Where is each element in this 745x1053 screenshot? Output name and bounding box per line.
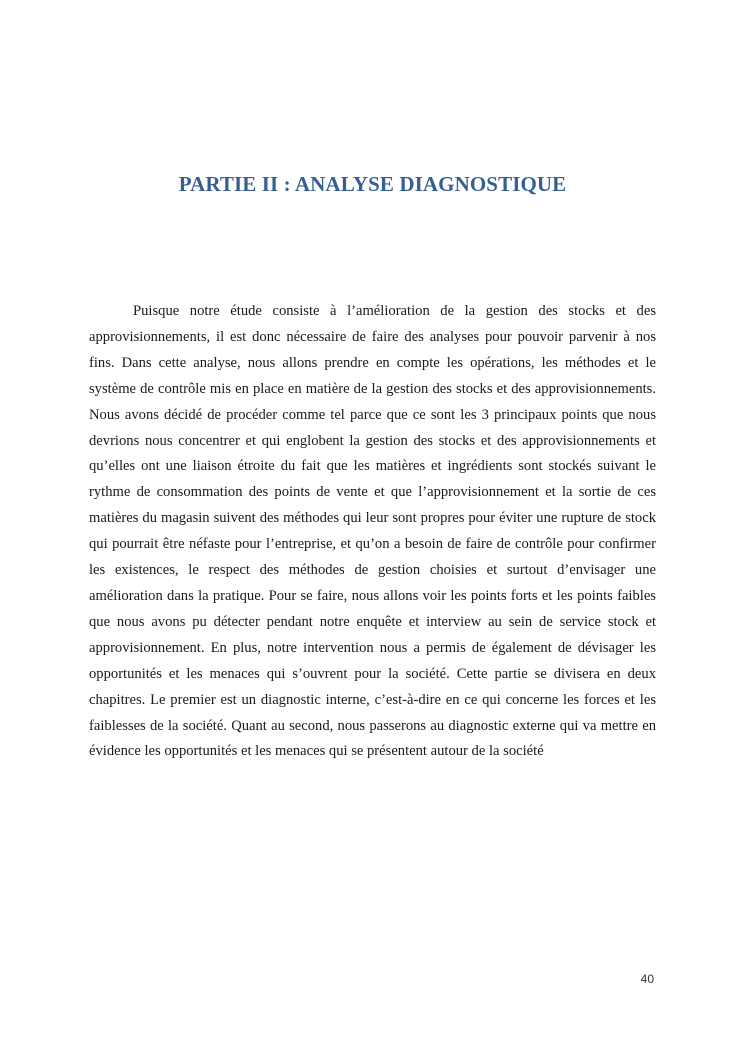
body-paragraph: Puisque notre étude consiste à l’amélioration de la gestion des stocks et des approvisionnements, il est donc nécessaire de faire des analyses pour pouvoir parvenir à nos fins. Dans cette analyse, nous allons prendre en compte les opérations, les méthodes et le système de contrôle mis en place en matière de la gestion des stocks et des approvisionnements. Nous avons décidé de procéder comme tel parce que ce sont les 3 principaux points que nous devrions nous concentrer et qui englobent la gestion des stocks et des approvisionnements et qu’elles ont une liaison étroite du fait que les matières et ingrédients sont stockés suivant le rythme de consommation des points de vente et que l’approvisionnement et la sortie de ces matières du magasin suivent des méthodes qui leur sont propres pour éviter une rupture de stock qui pourrait être néfaste pour l’entreprise, et qu’on a besoin de faire de contrôle pour confirmer les existences, le respect des méthodes de gestion choisies et surtout d’envisager une amélioration dans la pratique. Pour se faire, nous allons voir les points forts et les points faibles que nous avons pu détecter pendant notre enquête et interview au sein de service stock et approvisionnement. En plus, notre intervention nous a permis de également de dévisager les opportunités et les menaces qui s’ouvrent pour la société. Cette partie se divisera en deux chapitres. Le premier est un diagnostic interne, c’est-à-dire en ce qui concerne les forces et les faiblesses de la société. Quant au second, nous passerons au diagnostic externe qui va mettre en évidence les opportunités et les menaces qui se présentent autour de la société bbox=[89, 303, 656, 760]
page-number: 40 bbox=[640, 972, 654, 986]
section-title: PARTIE II : ANALYSE DIAGNOSTIQUE bbox=[178, 172, 567, 196]
